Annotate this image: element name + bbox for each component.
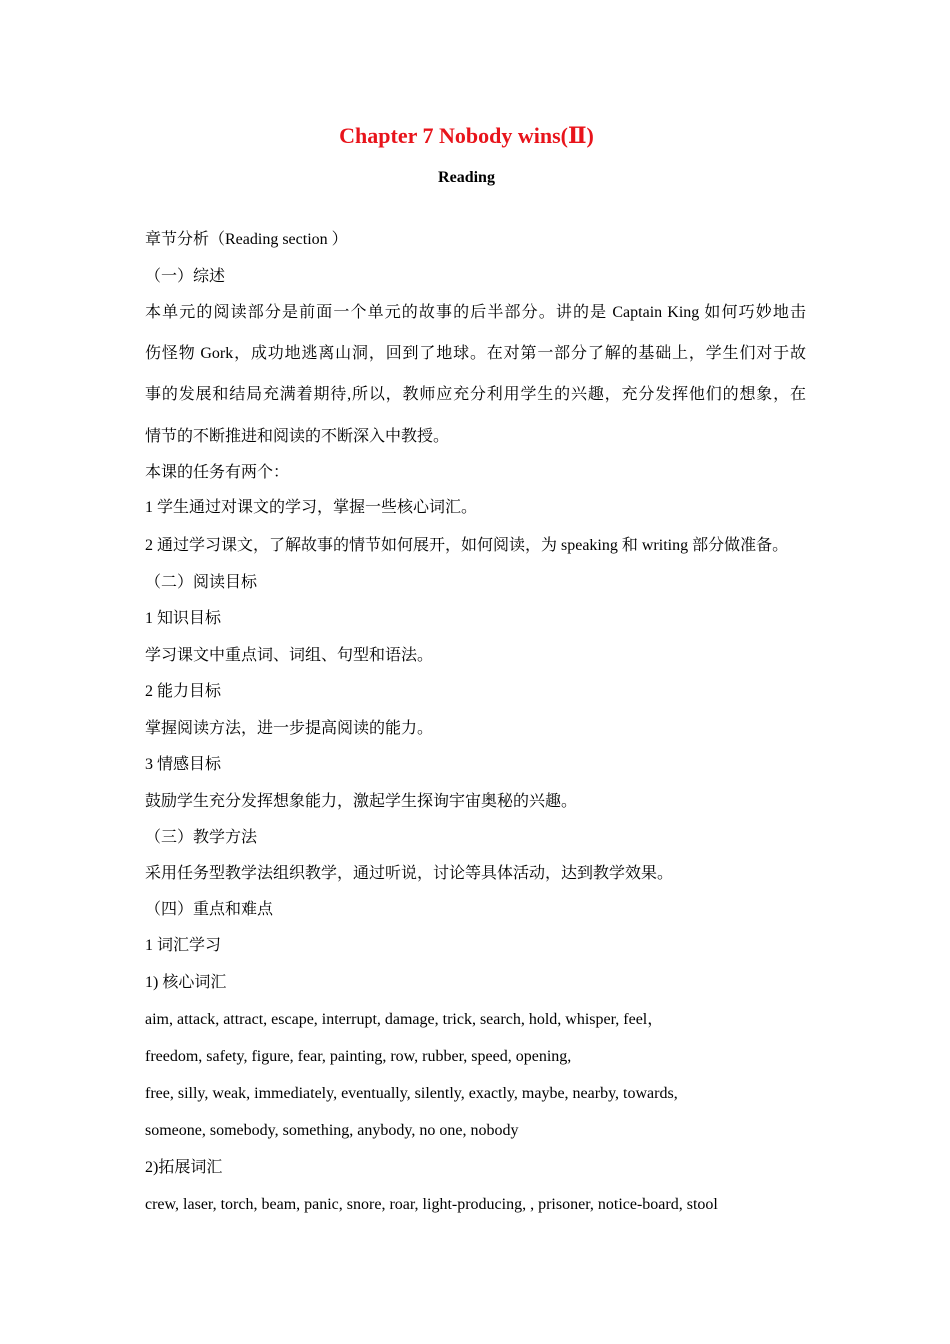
list-item: 2 通过学习课文，了解故事的情节如何展开，如何阅读，为 speaking 和 writing 部分做准备。 xyxy=(145,537,789,554)
subheading: 1 词汇学习 xyxy=(145,937,222,954)
section-heading-analysis: 章节分析（Reading section ） xyxy=(145,231,348,248)
vocab-line: aim, attack, attract, escape, interrupt, damage, trick, search, hold, whisper, feel， xyxy=(145,1011,664,1028)
paragraph-line: 掌握阅读方法，进一步提高阅读的能力。 xyxy=(145,720,434,737)
paragraph-line: 本单元的阅读部分是前面一个单元的故事的后半部分。讲的是 Captain King 如何巧妙地击 xyxy=(145,304,806,321)
section-heading-methods: （三）教学方法 xyxy=(145,829,258,846)
subheading: 1) 核心词汇 xyxy=(145,974,227,991)
paragraph-line: 本课的任务有两个： xyxy=(145,464,290,481)
paragraph-line: 事的发展和结局充满着期待,所以，教师应充分利用学生的兴趣，充分发挥他们的想象，在 xyxy=(145,386,806,403)
list-item: 1 学生通过对课文的学习，掌握一些核心词汇。 xyxy=(145,499,478,516)
section-heading-key-points: （四）重点和难点 xyxy=(145,901,274,918)
subheading: 2 能力目标 xyxy=(145,683,222,700)
document-title: Chapter 7 Nobody wins(Ⅱ) xyxy=(339,123,594,148)
section-heading-overview: （一）综述 xyxy=(145,268,226,285)
section-heading-goals: （二）阅读目标 xyxy=(145,574,258,591)
vocab-line: free, silly, weak, immediately, eventually, silently, exactly, maybe, nearby, towards, xyxy=(145,1085,678,1102)
paragraph-line: 情节的不断推进和阅读的不断深入中教授。 xyxy=(145,428,450,445)
vocab-line: someone, somebody, something, anybody, no one, nobody xyxy=(145,1122,519,1139)
paragraph-line: 采用任务型教学法组织教学，通过听说，讨论等具体活动，达到教学效果。 xyxy=(145,865,674,882)
subheading: 1 知识目标 xyxy=(145,610,222,627)
subheading: 3 情感目标 xyxy=(145,756,222,773)
paragraph-line: 鼓励学生充分发挥想象能力，激起学生探询宇宙奥秘的兴趣。 xyxy=(145,793,578,810)
document-subtitle: Reading xyxy=(438,169,495,186)
vocab-line: freedom, safety, figure, fear, painting, row, rubber, speed, opening, xyxy=(145,1048,572,1065)
paragraph-line: 伤怪物 Gork，成功地逃离山洞，回到了地球。在对第一部分了解的基础上，学生们对于故 xyxy=(145,345,806,362)
paragraph-line: 学习课文中重点词、词组、句型和语法。 xyxy=(145,647,434,664)
vocab-line: crew, laser, torch, beam, panic, snore, roar, light-producing, , prisoner, notice-board, stool xyxy=(145,1196,718,1213)
subheading: 2)拓展词汇 xyxy=(145,1159,223,1176)
